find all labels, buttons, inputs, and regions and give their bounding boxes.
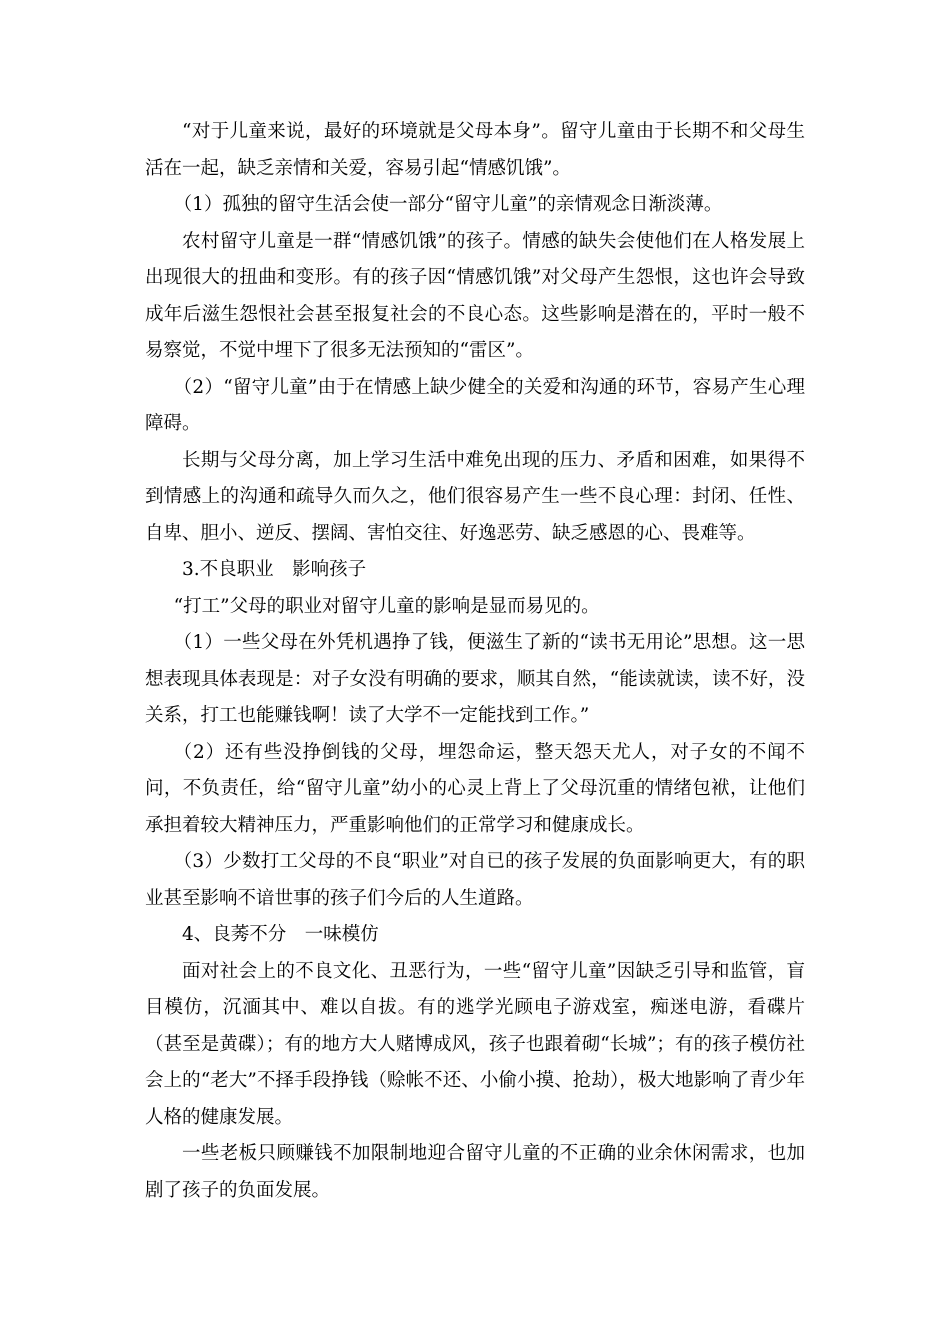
paragraph-emotional-hunger: 农村留守儿童是一群“情感饥饿”的孩子。情感的缺失会使他们在人格发展上出现很大的扭曲和变形。有的孩子因“情感饥饿”对父母产生怨恨，这也许会导致成年后滋生怨恨社会甚至报复社会的不良心态。这些影响是潜在的，平时一般不易察觉，不觉中埋下了很多无法预知的“雷区”。 xyxy=(145,230,805,361)
section-heading-3: 3.不良职业 影响孩子 xyxy=(182,559,367,580)
paragraph-psychological-issues: 长期与父母分离，加上学习生活中难免出现的压力、矛盾和困难，如果得不到情感上的沟通和疏导久而久之，他们很容易产生一些不良心理：封闭、任性、自卑、胆小、逆反、摆阔、害怕交往、好逸恶劳、缺乏感恩的心、畏难等。 xyxy=(145,449,805,544)
paragraph-occupation-2: （2）还有些没挣倒钱的父母，埋怨命运，整天怨天尤人，对子女的不闻不问，不负责任，给“留守儿童”幼小的心灵上背上了父母沉重的情绪包袱，让他们承担着较大精神压力，严重影响他们的正常学习和健康成长。 xyxy=(145,741,805,836)
paragraph-imitation: 面对社会上的不良文化、丑恶行为，一些“留守儿童”因缺乏引导和监管，盲目模仿，沉湎其中、难以自拔。有的逃学光顾电子游戏室，痴迷电游，看碟片（甚至是黄碟）；有的地方大人赌博成风，孩子也跟着砌“长城”；有的孩子模仿社会上的“老大”不择手段挣钱（赊帐不还、小偷小摸、抢劫），极大地影响了青少年人格的健康发展。 xyxy=(145,960,805,1128)
paragraph-occupation-1: （1）一些父母在外凭机遇挣了钱，便滋生了新的“读书无用论”思想。这一思想表现具体表现是：对子女没有明确的要求，顺其自然，“能读就读，读不好，没关系，打工也能赚钱啊！读了大学不一定能找到工作。” xyxy=(145,632,805,726)
paragraph-point-2: （2）“留守儿童”由于在情感上缺少健全的关爱和沟通的环节，容易产生心理障碍。 xyxy=(145,376,805,434)
paragraph-point-1: （1）孤独的留守生活会使一部分“留守儿童”的亲情观念日渐淡薄。 xyxy=(173,194,723,215)
section-heading-4: 4、良莠不分 一味模仿 xyxy=(182,924,379,945)
paragraph-occupation-3: （3）少数打工父母的不良“职业”对自已的孩子发展的负面影响更大，有的职业甚至影响不谙世事的孩子们今后的人生道路。 xyxy=(145,851,805,909)
document-body xyxy=(145,114,805,1209)
paragraph-occupation-intro: “打工”父母的职业对留守儿童的影响是显而易见的。 xyxy=(173,595,600,617)
paragraph-business-owners: 一些老板只顾赚钱不加限制地迎合留守儿童的不正确的业余休闲需求，也加剧了孩子的负面发展。 xyxy=(145,1143,805,1201)
paragraph-intro: “对于儿童来说，最好的环境就是父母本身”。留守儿童由于长期不和父母生活在一起，缺乏亲情和关爱，容易引起“情感饥饿”。 xyxy=(145,121,805,179)
